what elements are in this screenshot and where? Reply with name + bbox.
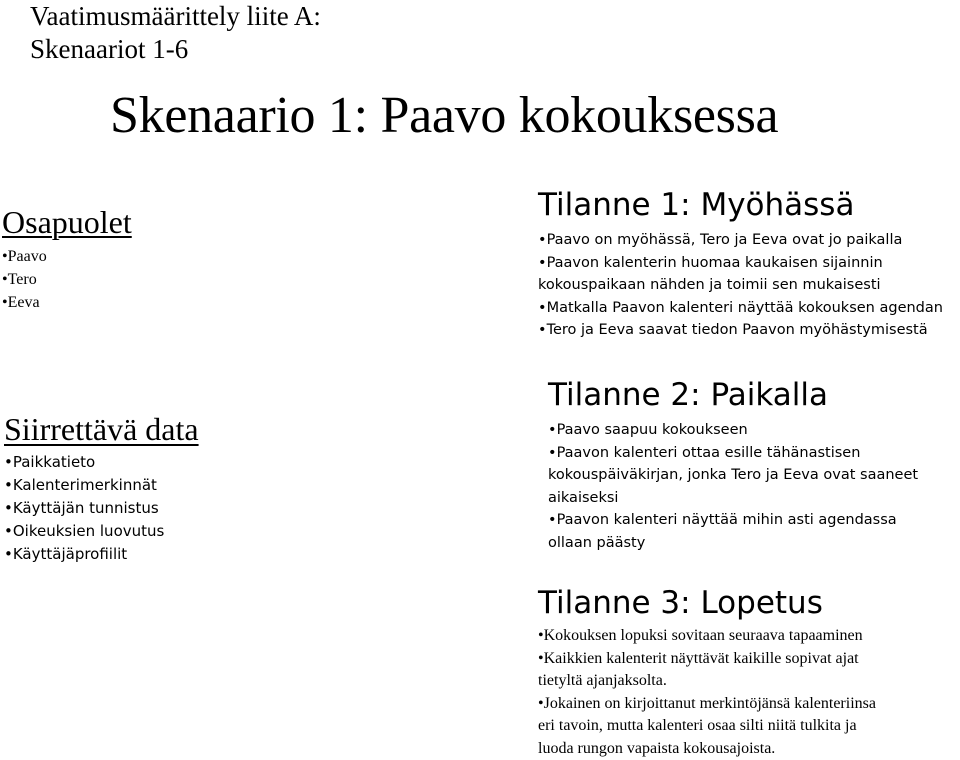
list-item: • Paavon kalenterin huomaa kaukaisen sijainnin (538, 252, 943, 275)
list-item-continuation: luoda rungon vapaista kokousajoista. (538, 739, 776, 757)
tilanne2-section (548, 376, 918, 554)
list-item: • Paavon kalenteri ottaa esille tähänastisen (548, 442, 918, 465)
list-item: • Kokouksen lopuksi sovitaan seuraava tapaaminen (538, 625, 876, 648)
osapuolet-title: Osapuolet (2, 204, 132, 240)
list-item: • Tero ja Eeva saavat tiedon Paavon myöhästymisestä (538, 319, 943, 342)
siirrettava-list (4, 451, 199, 566)
list-item-continuation: kokouspäiväkirjan, jonka Tero ja Eeva ovat saaneet (548, 467, 919, 483)
doc-header-line1: Vaatimusmäärittely liite A: (30, 1, 321, 31)
list-item: • Kaikkien kalenterit näyttävät kaikille sopivat ajat (538, 648, 876, 671)
list-item: • Paavo on myöhässä, Tero ja Eeva ovat jo paikalla (538, 229, 943, 252)
list-item: • Käyttäjäprofiilit (4, 543, 199, 566)
list-item-continuation: ollaan päästy (548, 534, 646, 551)
tilanne1-list (538, 229, 943, 342)
siirrettava-title: Siirrettävä data (4, 411, 199, 447)
tilanne3-list (538, 625, 876, 760)
doc-header-line2: Skenaariot 1-6 (30, 34, 189, 64)
tilanne1-title: Tilanne 1: Myöhässä (538, 187, 855, 223)
list-item: • Matkalla Paavon kalenteri näyttää kokouksen agendan (538, 297, 943, 320)
list-item-continuation: tietyltä ajanjaksolta. (538, 672, 667, 689)
list-item: • Kalenterimerkinnät (4, 474, 199, 497)
list-item-continuation: aikaiseksi (548, 489, 619, 506)
osapuolet-list (2, 245, 132, 314)
list-item: • Paikkatieto (4, 451, 199, 474)
osapuolet-section (2, 203, 132, 314)
list-item: • Käyttäjän tunnistus (4, 497, 199, 520)
tilanne3-title: Tilanne 3: Lopetus (538, 585, 823, 621)
list-item: • Oikeuksien luovutus (4, 520, 199, 543)
tilanne2-title: Tilanne 2: Paikalla (548, 377, 828, 413)
tilanne2-list (548, 419, 918, 554)
list-item: • Tero (2, 268, 132, 291)
tilanne1-section (538, 186, 943, 342)
list-item-continuation: eri tavoin, mutta kalenteri osaa silti niitä tulkita ja (538, 717, 857, 734)
list-item: • Paavo (2, 245, 132, 268)
list-item: • Eeva (2, 291, 132, 314)
list-item: • Jokainen on kirjoittanut merkintöjänsä kalenteriinsa (538, 693, 876, 716)
tilanne3-section (538, 584, 876, 760)
list-item-continuation: kokouspaikaan nähden ja toimii sen mukaisesti (538, 277, 881, 293)
page-title: Skenaario 1: Paavo kokouksessa (110, 87, 779, 144)
list-item: • Paavon kalenteri näyttää mihin asti agendassa (548, 509, 918, 532)
list-item: • Paavo saapuu kokoukseen (548, 419, 918, 442)
siirrettava-section (4, 410, 199, 566)
